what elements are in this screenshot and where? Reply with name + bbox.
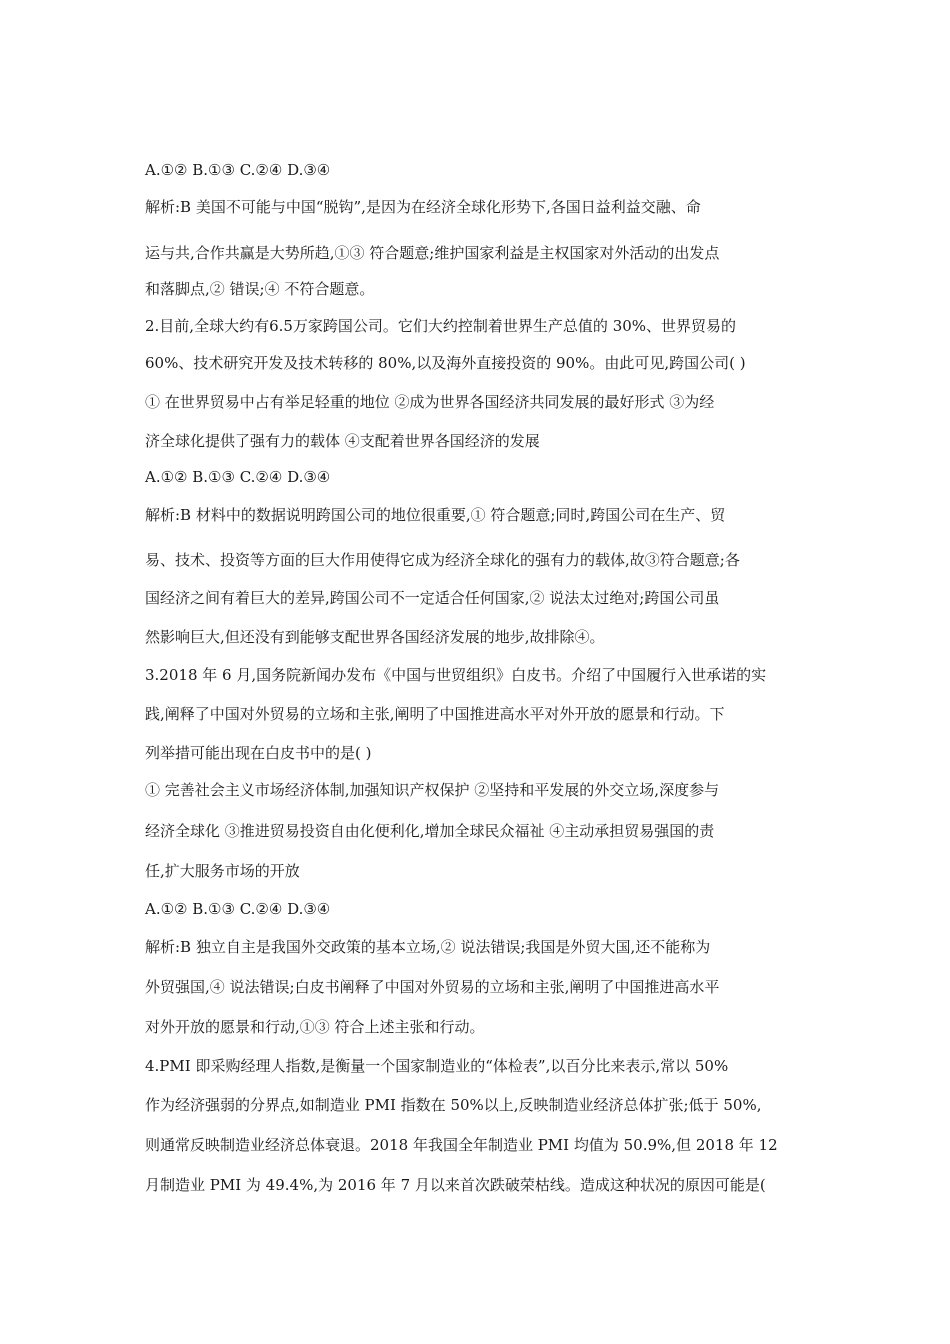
q1-explanation-line-1: 解析:B 美国不可能与中国“脱钩”,是因为在经济全球化形势下,各国日益利益交融、命 <box>145 198 701 216</box>
q4-stem-line-3: 则通常反映制造业经济总体衰退。2018 年我国全年制造业 PMI 均值为 50.9%,但 2018 年 12 <box>145 1136 778 1154</box>
q4-stem-line-1: 4.PMI 即采购经理人指数,是衡量一个国家制造业的“体检表”,以百分比来表示,常以 50% <box>145 1057 729 1075</box>
q2-explanation-line-1: 解析:B 材料中的数据说明跨国公司的地位很重要,① 符合题意;同时,跨国公司在生产、贸 <box>145 506 726 524</box>
q3-stem-line-2: 践,阐释了中国对外贸易的立场和主张,阐明了中国推进高水平对外开放的愿景和行动。下 <box>145 705 725 723</box>
q3-explanation-line-3: 对外开放的愿景和行动,①③ 符合上述主张和行动。 <box>145 1018 485 1036</box>
q2-stem-line-1: 2.目前,全球大约有6.5万家跨国公司。它们大约控制着世界生产总值的 30%、世界贸易的 <box>145 317 737 335</box>
q3-stem-line-1: 3.2018 年 6 月,国务院新闻办发布《中国与世贸组织》白皮书。介绍了中国履行入世承诺的实 <box>145 666 767 684</box>
q4-stem-line-2: 作为经济强弱的分界点,如制造业 PMI 指数在 50%以上,反映制造业经济总体扩张;低于 50%, <box>145 1096 762 1114</box>
q3-statements-line-3: 任,扩大服务市场的开放 <box>145 862 300 880</box>
q3-stem-line-3: 列举措可能出现在白皮书中的是( ) <box>145 744 372 762</box>
q2-explanation-line-3: 国经济之间有着巨大的差异,跨国公司不一定适合任何国家,② 说法太过绝对;跨国公司虽 <box>145 589 720 607</box>
q3-statements-line-1: ① 完善社会主义市场经济体制,加强知识产权保护 ②坚持和平发展的外交立场,深度参与 <box>145 781 720 799</box>
q2-statements-line-1: ① 在世界贸易中占有举足轻重的地位 ②成为世界各国经济共同发展的最好形式 ③为经 <box>145 393 715 411</box>
q1-explanation-line-2: 运与共,合作共赢是大势所趋,①③ 符合题意;维护国家利益是主权国家对外活动的出发点 <box>145 244 720 262</box>
q4-stem-line-4: 月制造业 PMI 为 49.4%,为 2016 年 7 月以来首次跌破荣枯线。造成这种状况的原因可能是( <box>145 1176 766 1194</box>
q3-options: A.①② B.①③ C.②④ D.③④ <box>145 900 331 918</box>
q3-explanation-line-2: 外贸强国,④ 说法错误;白皮书阐释了中国对外贸易的立场和主张,阐明了中国推进高水平 <box>145 978 720 996</box>
q3-explanation-line-1: 解析:B 独立自主是我国外交政策的基本立场,② 说法错误;我国是外贸大国,还不能称为 <box>145 938 711 956</box>
q3-statements-line-2: 经济全球化 ③推进贸易投资自由化便利化,增加全球民众福祉 ④主动承担贸易强国的责 <box>145 822 715 840</box>
q2-statements-line-2: 济全球化提供了强有力的载体 ④支配着世界各国经济的发展 <box>145 432 540 450</box>
q2-explanation-line-2: 易、技术、投资等方面的巨大作用使得它成为经济全球化的强有力的载体,故③符合题意;各 <box>145 551 740 569</box>
q1-options: A.①② B.①③ C.②④ D.③④ <box>145 161 331 179</box>
q2-options: A.①② B.①③ C.②④ D.③④ <box>145 468 331 486</box>
q2-stem-line-2: 60%、技术研究开发及技术转移的 80%,以及海外直接投资的 90%。由此可见,跨国公司( ) <box>145 354 746 372</box>
q1-explanation-line-3: 和落脚点,② 错误;④ 不符合题意。 <box>145 280 375 298</box>
q2-explanation-line-4: 然影响巨大,但还没有到能够支配世界各国经济发展的地步,故排除④。 <box>145 628 605 646</box>
